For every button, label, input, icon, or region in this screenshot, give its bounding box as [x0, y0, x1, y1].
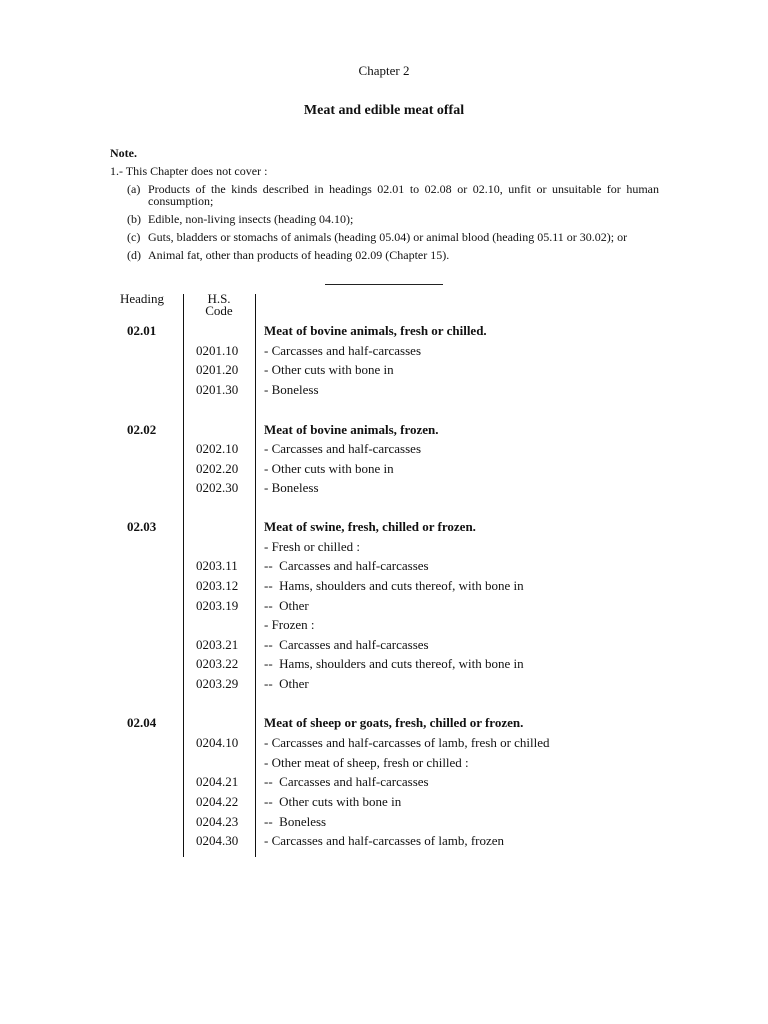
table-row [0, 733, 768, 752]
row-hs-code: 0204.22 [196, 794, 239, 809]
row-description: -- Carcasses and half-carcasses [264, 774, 429, 789]
row-hs-code: 0204.21 [196, 774, 239, 789]
row-description: - Carcasses and half-carcasses [264, 343, 422, 358]
note-item-label: (a) [127, 182, 141, 196]
table-row [0, 517, 768, 536]
row-description: - Fresh or chilled : [264, 539, 361, 554]
table-row [0, 341, 768, 360]
chapter-title: Meat and edible meat offal [303, 103, 465, 118]
row-hs-code: 0203.19 [196, 598, 239, 613]
note-item [127, 249, 659, 261]
row-hs-code: 0202.30 [196, 480, 239, 495]
row-description: - Other meat of sheep, fresh or chilled : [264, 755, 469, 770]
row-description: -- Other [264, 598, 309, 613]
note-list [127, 183, 659, 267]
row-description: Meat of sheep or goats, fresh, chilled or frozen. [264, 715, 524, 730]
table-row [0, 556, 768, 575]
row-description: Meat of bovine animals, frozen. [264, 422, 439, 437]
row-description: -- Carcasses and half-carcasses [264, 637, 429, 652]
note-item-text: Animal fat, other than products of heading 02.09 (Chapter 15). [148, 248, 450, 262]
table-row [0, 596, 768, 615]
row-description: -- Carcasses and half-carcasses [264, 558, 429, 573]
row-hs-code: 0203.22 [196, 656, 239, 671]
row-description: -- Hams, shoulders and cuts thereof, with bone in [264, 656, 524, 671]
note-item-text: Edible, non-living insects (heading 04.10); [148, 212, 354, 226]
note-item-label: (d) [127, 248, 141, 262]
row-description: -- Other [264, 676, 309, 691]
row-description: -- Hams, shoulders and cuts thereof, with bone in [264, 578, 524, 593]
table-row [0, 713, 768, 732]
table-row [0, 792, 768, 811]
table-row [0, 812, 768, 831]
table-row [0, 420, 768, 439]
row-hs-code: 0203.29 [196, 676, 239, 691]
row-description: Meat of swine, fresh, chilled or frozen. [264, 519, 476, 534]
row-hs-code: 0202.20 [196, 461, 239, 476]
note-item [127, 183, 659, 207]
row-description: - Boneless [264, 382, 319, 397]
row-description: - Carcasses and half-carcasses of lamb, frozen [264, 833, 505, 848]
row-description: - Other cuts with bone in [264, 461, 394, 476]
row-description: - Carcasses and half-carcasses [264, 441, 422, 456]
note-item-label: (b) [127, 212, 141, 226]
note-item-text: Products of the kinds described in headings 02.01 to 02.08 or 02.10, unfit or unsuitable for human consumption; [148, 182, 659, 208]
row-heading-number: 02.03 [127, 519, 157, 534]
note-heading: Note. [110, 146, 137, 160]
row-description: - Carcasses and half-carcasses of lamb, fresh or chilled [264, 735, 550, 750]
table-row [0, 380, 768, 399]
column-header-code-line2: Code [205, 303, 233, 318]
chapter-number: Chapter 2 [358, 63, 410, 78]
row-description: -- Other cuts with bone in [264, 794, 402, 809]
table-row [0, 439, 768, 458]
row-hs-code: 0202.10 [196, 441, 239, 456]
column-header-heading: Heading [119, 291, 165, 306]
row-description: - Frozen : [264, 617, 315, 632]
row-description: - Other cuts with bone in [264, 362, 394, 377]
note-item [127, 213, 659, 225]
table-row [0, 753, 768, 772]
table-row [0, 576, 768, 595]
row-hs-code: 0204.30 [196, 833, 239, 848]
row-hs-code: 0201.30 [196, 382, 239, 397]
row-hs-code: 0201.20 [196, 362, 239, 377]
note-item-label: (c) [127, 230, 141, 244]
table-row [0, 772, 768, 791]
row-hs-code: 0203.11 [196, 558, 238, 573]
table-row [0, 478, 768, 497]
row-heading-number: 02.04 [127, 715, 157, 730]
table-row [0, 654, 768, 673]
table-row [0, 635, 768, 654]
table-row [0, 615, 768, 634]
table-row [0, 831, 768, 850]
row-hs-code: 0201.10 [196, 343, 239, 358]
row-heading-number: 02.01 [127, 323, 157, 338]
table-row [0, 537, 768, 556]
section-divider [325, 284, 443, 285]
row-description: - Boneless [264, 480, 319, 495]
row-description: Meat of bovine animals, fresh or chilled. [264, 323, 487, 338]
row-hs-code: 0204.23 [196, 814, 239, 829]
column-header-code [196, 293, 242, 317]
table-row [0, 360, 768, 379]
row-hs-code: 0203.21 [196, 637, 239, 652]
note-item [127, 231, 659, 243]
note-item-text: Guts, bladders or stomachs of animals (heading 05.04) or animal blood (heading 05.11 or 30.02); or [148, 230, 628, 244]
table-row [0, 321, 768, 340]
table-row [0, 459, 768, 478]
row-hs-code: 0204.10 [196, 735, 239, 750]
row-description: -- Boneless [264, 814, 327, 829]
column-header-code-line1: H.S. [207, 291, 231, 306]
table-row [0, 674, 768, 693]
row-hs-code: 0203.12 [196, 578, 239, 593]
row-heading-number: 02.02 [127, 422, 157, 437]
note-intro: 1.- This Chapter does not cover : [110, 164, 268, 178]
